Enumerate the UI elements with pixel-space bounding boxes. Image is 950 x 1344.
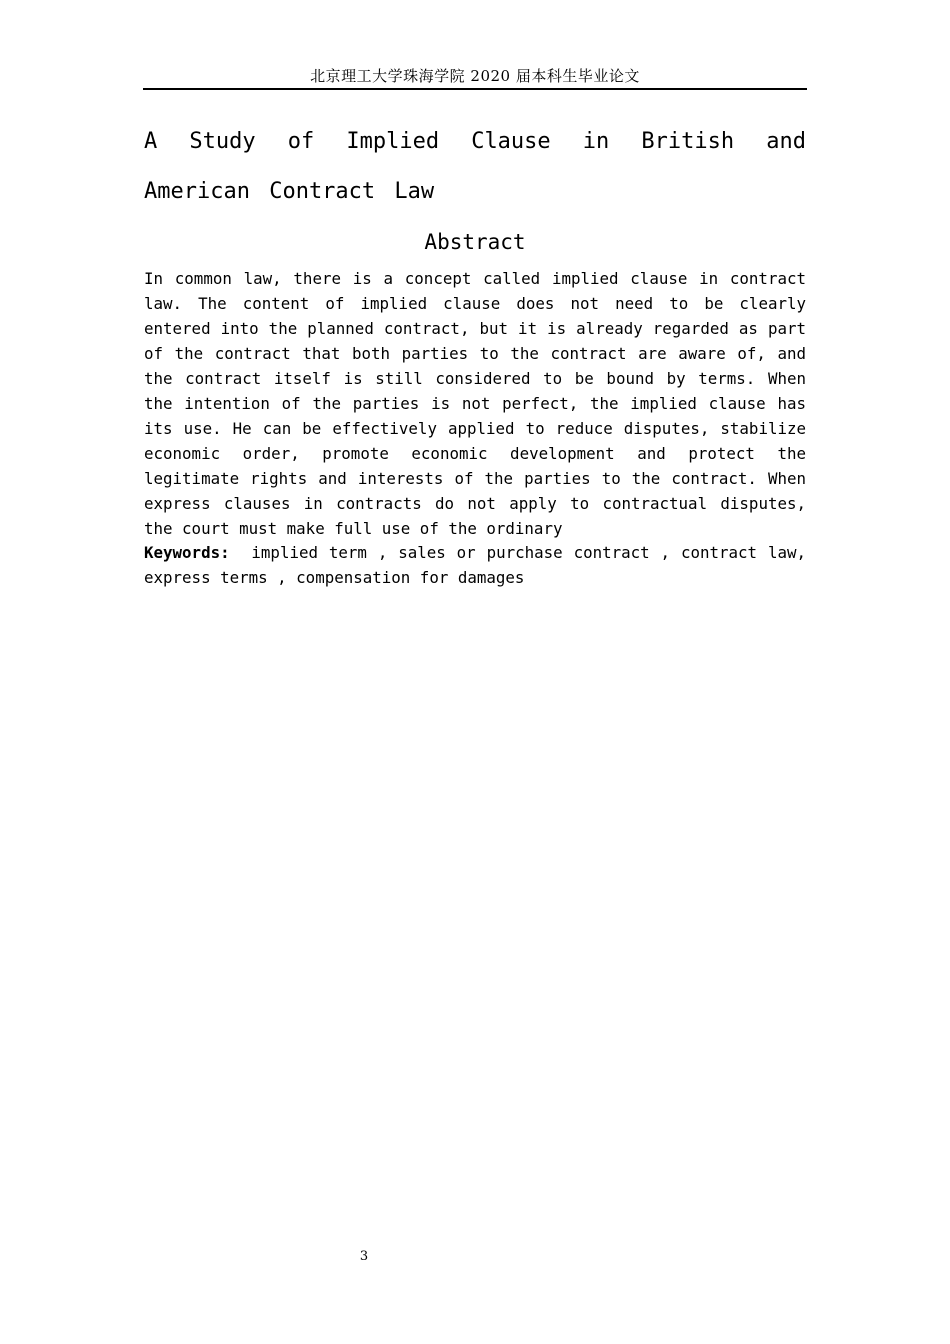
thesis-title: A Study of Implied Clause in British and American Contract Law [144,129,806,204]
running-header: 北京理工大学珠海学院 2020 届本科生毕业论文 [310,67,640,85]
keywords-label: Keywords: [144,543,230,562]
keywords-text: implied term , sales or purchase contract , contract law, express terms , compensation for damages [144,543,806,587]
abstract-heading: Abstract [424,230,526,254]
page-number: 3 [359,1249,369,1264]
keywords-line [144,540,806,590]
header-divider [143,88,807,90]
abstract-text: In common law, there is a concept called implied clause in contract law. The content of implied clause does not need to be clearly entered into the planned contract, but it is already regarded as part of the contract that both parties to the contract are aware of, and the contract itself is still considered to be bound by terms. When the intention of the parties is not perfect, the implied clause has its use. He can be effectively applied to reduce disputes, stabilize economic order, promote economic development and protect the legitimate rights and interests of the parties to the contract. When express clauses in contracts do not apply to contractual disputes, the court must make full use of the ordinary [144,269,806,538]
